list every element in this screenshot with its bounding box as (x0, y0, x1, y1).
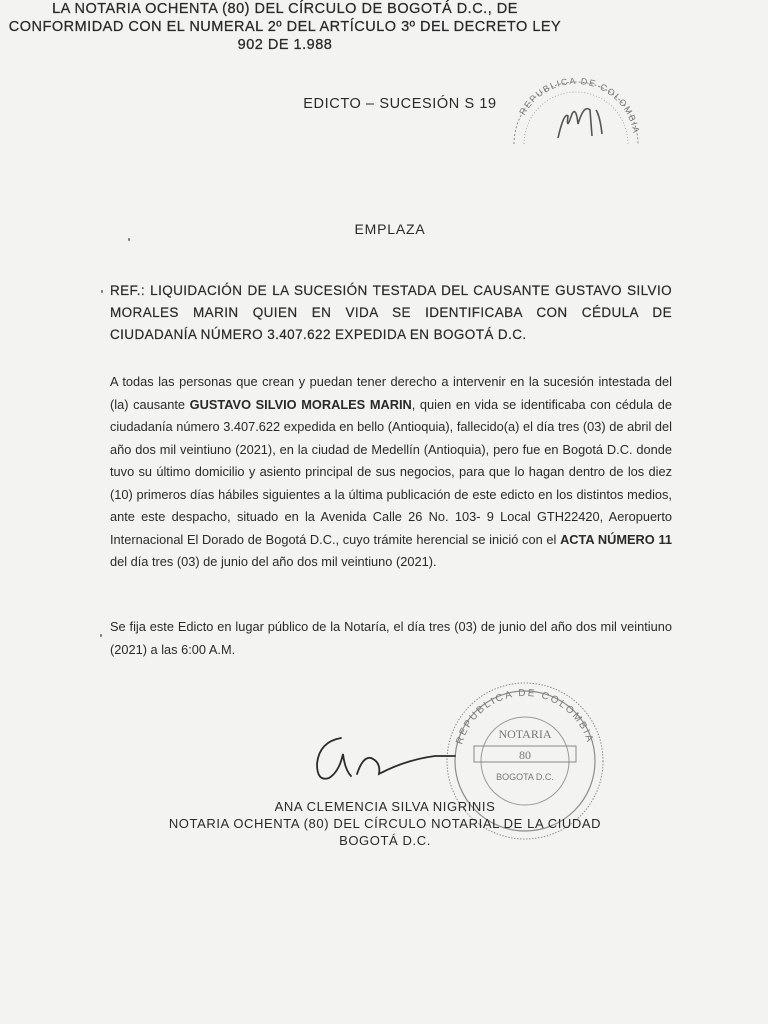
seal-ring-text: REPUBLICA DE COLOMBIA (454, 687, 596, 746)
signature-block (150, 798, 620, 849)
emplaza-heading: EMPLAZA (354, 221, 426, 237)
causante-name: GUSTAVO SILVIO MORALES MARIN (189, 396, 412, 412)
scan-speck (100, 634, 102, 637)
official-stamp-top (506, 76, 646, 146)
document-heading: LA NOTARIA OCHENTA (80) DEL CÍRCULO DE BOGOTÁ D.C., DE CONFORMIDAD CON EL NUMERAL 2º DEL ARTÍCULO 3º DEL DECRETO LEY 902 DE 1.988 (8, 1, 562, 53)
svg-text:REPUBLICA DE COLOMBIA (517, 76, 641, 135)
stamp-top-text: REPUBLICA DE COLOMBIA (517, 76, 642, 135)
acta-number: ACTA NÚMERO 11 (560, 531, 672, 547)
body-text-part1: A todas las personas que crean y puedan tener derecho a intervenir en la sucesión intestada del (la) causante (110, 374, 672, 412)
reference-paragraph: REF.: LIQUIDACIÓN DE LA SUCESIÓN TESTADA DEL CAUSANTE GUSTAVO SILVIO MORALES MARIN QUIEN EN VIDA SE IDENTIFICABA CON CÉDULA DE CIUDADANÍA NÚMERO 3.407.622 EXPEDIDA EN BOGOTÁ D.C. (110, 283, 672, 342)
seal-line-3: BOGOTA D.C. (496, 772, 554, 782)
handwritten-signature (305, 720, 465, 790)
scan-speck (128, 238, 130, 241)
scan-speck (101, 290, 103, 293)
signer-city: BOGOTÁ D.C. (339, 833, 431, 848)
body-text-part2: , quien en vida se identificaba con cédula de ciudadanía número 3.407.622 expedida en bello (Antioquia), fallecido(a) el día tres (03) de abril del año dos mil veintiuno (2021), en la ciudad de Medellín (Antioquia), pero fue en Bogotá D.C. donde tuvo su último domicilio y asiento principal de sus negocios, para que lo hagan dentro de los diez (10) primeros días hábiles siguientes a la última publicación de este edicto en los distintos medios, ante este despacho, situado en la Avenida Calle 26 No. 103- 9 Local GTH22420, Aeropuerto Internacional El Dorado de Bogotá D.C., cuyo trámite herencial se inició con el (110, 396, 673, 547)
fixing-paragraph: Se fija este Edicto en lugar público de la Notaría, el día tres (03) de junio del año dos mil veintiuno (2021) a las 6:00 A.M. (110, 619, 672, 657)
seal-line-1: NOTARIA (498, 727, 552, 741)
seal-line-2: 80 (519, 748, 531, 762)
signer-role: NOTARIA OCHENTA (80) DEL CÍRCULO NOTARIAL DE LA CIUDAD (168, 816, 602, 831)
body-text-part3: del día tres (03) de junio del año dos mil veintiuno (2021). (110, 554, 437, 569)
signer-name: ANA CLEMENCIA SILVA NIGRINIS (274, 799, 496, 814)
document-title: EDICTO – SUCESIÓN S 19 (303, 96, 497, 112)
body-paragraph (110, 371, 672, 574)
